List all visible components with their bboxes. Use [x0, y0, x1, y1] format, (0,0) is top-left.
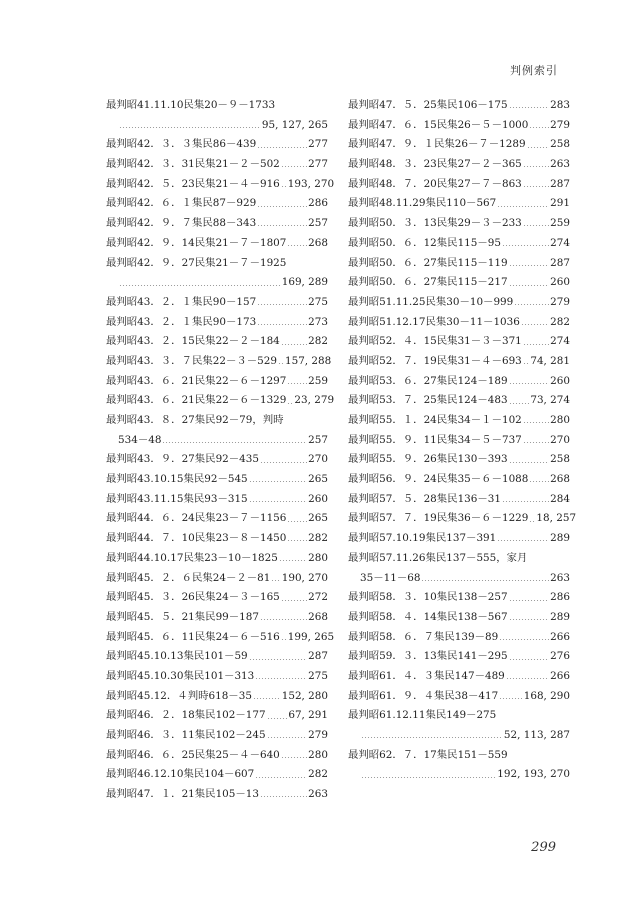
- entry-citation: 最判昭58．４．14集民138－567: [348, 610, 508, 623]
- entry-citation: 534－48: [118, 433, 162, 446]
- index-entry: [348, 175, 570, 195]
- entry-pages: 268: [308, 610, 328, 623]
- entry-pages: 52, 113, 287: [503, 729, 570, 741]
- entry-citation: 最判昭53．６．27集民124－189: [348, 374, 508, 387]
- entry-citation: 最判昭55．９．26集民130－393: [348, 453, 508, 466]
- entry-citation: 最判昭52．７．19民集31－４－693: [348, 354, 522, 367]
- index-entry: [106, 234, 328, 254]
- dot-leader: [281, 186, 287, 187]
- entry-pages: 286: [550, 591, 570, 604]
- entry-pages: 260: [550, 374, 570, 387]
- dot-leader: [253, 698, 281, 699]
- dot-leader: [497, 540, 549, 541]
- dot-leader: [278, 363, 284, 364]
- entry-pages: 286: [308, 197, 328, 210]
- entry-pages: 18, 257: [536, 512, 577, 525]
- entry-citation: 最判昭61.12.11集民149－275: [348, 709, 497, 722]
- entry-citation: 最判昭57.10.19集民137－391: [348, 532, 497, 545]
- entry-citation: 最判昭59．３．13集民141－295: [348, 650, 508, 663]
- entry-citation: 最判昭43．６．21民集22－６－1297: [106, 374, 287, 387]
- dot-leader: [257, 225, 307, 226]
- entry-citation: 最判昭51.11.25民集30－10－999: [348, 295, 514, 308]
- entry-citation: 最判昭42．３．31民集21－２－502: [106, 158, 280, 171]
- entry-citation: 最判昭58．３．10集民138－257: [348, 591, 508, 604]
- index-entry: [348, 293, 570, 313]
- dot-leader: [529, 481, 549, 482]
- entry-pages: 276: [550, 650, 570, 663]
- entry-citation: 最判昭50．６．27集民115－217: [348, 276, 508, 289]
- index-entry: [106, 293, 328, 313]
- entry-pages: 282: [308, 532, 328, 545]
- index-entry: [106, 470, 328, 490]
- entry-citation: 最判昭42．３．３集民86－439: [106, 138, 257, 151]
- dot-leader: [287, 383, 307, 384]
- index-entry: [348, 490, 570, 510]
- entry-citation: 最判昭50．３．13民集29－３－233: [348, 217, 522, 230]
- dot-leader: [267, 718, 288, 719]
- entry-citation: 最判昭57.11.26集民137－555，家月: [348, 551, 528, 564]
- index-entry: [106, 194, 328, 214]
- entry-citation: 最判昭48.11.29集民110－567: [348, 197, 497, 210]
- running-head: 判例索引: [510, 64, 558, 77]
- index-column-right: [348, 96, 577, 785]
- entry-pages: 270: [308, 453, 328, 466]
- entry-pages: 277: [308, 138, 328, 151]
- index-entry: [106, 332, 328, 352]
- entry-citation: 最判昭55．１．24民集34－１－102: [348, 414, 522, 426]
- index-entry: [348, 647, 570, 667]
- index-entry: [106, 746, 328, 766]
- index-entry: [348, 135, 570, 155]
- entry-pages: 73, 274: [530, 394, 570, 407]
- entry-citation: 最判昭45.10.13集民101－59: [106, 650, 248, 663]
- entry-citation: 最判昭48．３．23民集27－２－365: [348, 158, 522, 171]
- index-entry: [106, 628, 335, 648]
- index-entry: [348, 470, 570, 490]
- entry-citation: 最判昭47．１．21集民105－13: [106, 788, 260, 801]
- dot-leader: [287, 403, 293, 404]
- entry-pages: 169, 289: [281, 276, 328, 289]
- index-entry: [348, 214, 570, 234]
- entry-pages: 258: [550, 138, 570, 151]
- entry-pages: 287: [308, 650, 328, 663]
- index-entry: [106, 313, 328, 333]
- entry-citation: 最判昭43.10.15集民92－545: [106, 473, 248, 486]
- entry-pages: 275: [308, 295, 328, 308]
- dot-leader: [523, 186, 549, 187]
- index-entry: [348, 706, 570, 726]
- index-entry: [106, 135, 328, 155]
- index-entry: [106, 273, 328, 293]
- entry-citation: 最判昭43．９．27集民92－435: [106, 453, 260, 466]
- index-entry: [106, 529, 328, 549]
- dot-leader: [162, 442, 307, 443]
- index-entry: [348, 628, 570, 648]
- entry-pages: 259: [308, 374, 328, 387]
- entry-citation: 最判昭47．５．25集民106－175: [348, 99, 508, 111]
- entry-citation: 最判昭50．６．12集民115－95: [348, 236, 502, 249]
- dot-leader: [281, 600, 307, 601]
- index-entry: [106, 608, 328, 628]
- entry-pages: 275: [308, 669, 328, 682]
- entry-citation: 最判昭43.11.15集民93－315: [106, 492, 248, 505]
- entry-pages: 289: [550, 610, 570, 623]
- entry-pages: 274: [550, 236, 570, 249]
- dot-leader: [119, 285, 281, 286]
- entry-citation: 最判昭44.10.17民集23－10－1825: [106, 551, 278, 564]
- index-entry: [348, 313, 570, 333]
- entry-pages: 95, 127, 265: [261, 118, 328, 131]
- entry-citation: 最判昭46．２．18集民102－177: [106, 709, 266, 722]
- index-entry: [106, 490, 328, 510]
- dot-leader: [514, 304, 549, 305]
- entry-citation: 最判昭62．７．17集民151－559: [348, 748, 508, 761]
- entry-pages: 268: [550, 473, 570, 486]
- entry-citation: 最判昭43．８．27集民92－79，判時: [106, 414, 284, 426]
- dot-leader: [502, 501, 549, 502]
- entry-citation: 最判昭47．６．15民集26－５－1000: [348, 118, 529, 131]
- entry-citation: 最判昭42．６．１集民87－929: [106, 197, 257, 210]
- dot-leader: [523, 363, 530, 364]
- index-entry: [348, 332, 570, 352]
- entry-citation: 最判昭48．７．20民集27－７－863: [348, 177, 522, 190]
- entry-citation: 最判昭42．５．23民集21－４－916: [106, 177, 280, 190]
- dot-leader: [260, 619, 307, 620]
- entry-pages: 280: [308, 748, 328, 761]
- index-entry: [348, 529, 570, 549]
- entry-pages: 266: [550, 669, 570, 682]
- index-entry: [348, 273, 570, 293]
- entry-citation: 最判昭44．７．10民集23－８－1450: [106, 532, 287, 545]
- entry-citation: 最判昭43．２．15民集22－２－184: [106, 335, 280, 348]
- entry-pages: 279: [550, 118, 570, 131]
- entry-pages: 265: [308, 512, 328, 525]
- entry-pages: 272: [308, 591, 328, 604]
- index-entry: [348, 746, 570, 766]
- entry-citation: 最判昭61．９．４集民38－417: [348, 689, 499, 702]
- entry-citation: 最判昭43．３．７民集22－３－529: [106, 354, 277, 367]
- dot-leader: [529, 127, 549, 128]
- entry-citation: 最判昭52．４．15民集31－３－371: [348, 335, 522, 348]
- entry-pages: 291: [550, 197, 570, 210]
- dot-leader: [257, 304, 307, 305]
- entry-citation: 最判昭45．２．６民集24－２－81: [106, 571, 271, 584]
- dot-leader: [509, 403, 530, 404]
- entry-pages: 168, 290: [523, 689, 570, 702]
- entry-citation: 最判昭58．６．７集民139－89: [348, 630, 499, 643]
- entry-pages: 199, 265: [287, 630, 335, 643]
- dot-leader: [502, 245, 549, 246]
- entry-pages: 259: [550, 217, 570, 230]
- entry-pages: 287: [550, 256, 570, 269]
- dot-leader: [281, 639, 287, 640]
- index-entry: [106, 411, 328, 431]
- dot-leader: [523, 422, 549, 423]
- dot-leader: [279, 560, 307, 561]
- index-entry: [106, 352, 332, 372]
- entry-citation: 最判昭45．５．21集民99－187: [106, 610, 260, 623]
- index-entry: [348, 509, 577, 529]
- entry-pages: 273: [308, 315, 328, 328]
- dot-leader: [260, 462, 307, 463]
- index-entry: [106, 667, 328, 687]
- dot-leader: [249, 481, 307, 482]
- dot-leader: [257, 324, 307, 325]
- index-entry: [348, 549, 570, 569]
- dot-leader: [281, 344, 307, 345]
- dot-leader: [509, 265, 550, 266]
- entry-citation: 最判昭53．７．25集民124－483: [348, 394, 508, 407]
- index-entry: [348, 450, 570, 470]
- entry-pages: 263: [550, 571, 570, 584]
- index-entry: [348, 116, 570, 136]
- entry-citation: 最判昭46．３．11集民102－245: [106, 729, 266, 741]
- entry-citation: 最判昭57．７．19民集36－６－1229: [348, 512, 529, 525]
- index-entry: [106, 785, 328, 805]
- index-entry: [106, 549, 328, 569]
- entry-pages: 257: [308, 217, 328, 230]
- entry-pages: 152, 280: [281, 689, 328, 702]
- dot-leader: [499, 698, 523, 699]
- entry-citation: 最判昭46．６．25民集25－４－640: [106, 748, 280, 761]
- entry-pages: 287: [550, 177, 570, 190]
- index-entry: [106, 647, 328, 667]
- index-entry: [106, 254, 328, 274]
- dot-leader: [523, 225, 549, 226]
- dot-leader: [523, 344, 549, 345]
- entry-pages: 268: [308, 236, 328, 249]
- entry-citation: 最判昭61．４．３集民147－489: [348, 669, 505, 682]
- index-entry: [106, 372, 328, 392]
- entry-pages: 280: [550, 414, 570, 426]
- dot-leader: [361, 737, 503, 738]
- index-entry: [106, 155, 328, 175]
- entry-citation: 最判昭57．５．28集民136－31: [348, 492, 502, 505]
- dot-leader: [499, 639, 549, 640]
- dot-leader: [260, 796, 307, 797]
- index-entry: [348, 254, 570, 274]
- entry-pages: 284: [550, 492, 570, 505]
- entry-pages: 260: [550, 276, 570, 289]
- dot-leader: [527, 147, 550, 148]
- index-entry: [348, 96, 570, 116]
- dot-leader: [281, 757, 307, 758]
- entry-citation: 最判昭56．９．24民集35－６－1088: [348, 473, 529, 486]
- dot-leader: [521, 324, 549, 325]
- entry-pages: 277: [308, 158, 328, 171]
- index-entry: [106, 726, 328, 746]
- entry-citation: 最判昭51.12.17民集30－11－1036: [348, 315, 520, 328]
- dot-leader: [249, 659, 307, 660]
- index-entry: [348, 391, 570, 411]
- dot-leader: [509, 285, 550, 286]
- entry-citation: 最判昭42．９．27民集21－７－1925: [106, 256, 287, 269]
- entry-citation: 35－11－68: [360, 571, 421, 584]
- index-entry: [348, 687, 570, 707]
- index-entry: [348, 588, 570, 608]
- entry-pages: 270: [550, 433, 570, 446]
- entry-citation: 最判昭42．９．14民集21－７－1807: [106, 236, 287, 249]
- index-entry: [106, 509, 328, 529]
- dot-leader: [509, 619, 550, 620]
- dot-leader: [509, 600, 550, 601]
- index-entry: [106, 96, 328, 116]
- index-entry: [348, 234, 570, 254]
- index-entry: [106, 116, 328, 136]
- entry-citation: 最判昭41.11.10民集20－９－1733: [106, 99, 276, 111]
- index-entry: [348, 667, 570, 687]
- index-entry: [348, 726, 570, 746]
- entry-pages: 23, 279: [294, 394, 335, 407]
- index-entry: [106, 765, 328, 785]
- entry-pages: 266: [550, 630, 570, 643]
- entry-pages: 279: [550, 295, 570, 308]
- entry-citation: 最判昭44．６．24民集23－７－1156: [106, 512, 287, 525]
- dot-leader: [257, 206, 307, 207]
- dot-leader: [119, 127, 261, 128]
- dot-leader: [509, 383, 550, 384]
- entry-pages: 258: [550, 453, 570, 466]
- dot-leader: [287, 245, 307, 246]
- entry-pages: 265: [308, 473, 328, 486]
- index-entry: [106, 588, 328, 608]
- index-entry: [348, 431, 570, 451]
- dot-leader: [509, 659, 550, 660]
- dot-leader: [257, 147, 307, 148]
- entry-pages: 263: [550, 158, 570, 171]
- entry-pages: 257: [308, 433, 328, 446]
- entry-pages: 283: [550, 99, 570, 111]
- index-entry: [106, 175, 335, 195]
- index-entry: [348, 352, 570, 372]
- index-entry: [348, 194, 570, 214]
- index-entry: [106, 391, 335, 411]
- index-entry: [348, 155, 570, 175]
- entry-pages: 193, 270: [287, 177, 335, 190]
- dot-leader: [523, 442, 549, 443]
- entry-pages: 282: [550, 315, 570, 328]
- page-number: 299: [531, 840, 556, 855]
- entry-citation: 最判昭46.12.10集民104－607: [106, 768, 255, 781]
- entry-pages: 260: [308, 492, 328, 505]
- dot-leader: [267, 737, 308, 738]
- dot-leader: [255, 777, 307, 778]
- entry-citation: 最判昭45．３．26民集24－３－165: [106, 591, 280, 604]
- dot-leader: [509, 462, 550, 463]
- index-entry: [106, 450, 328, 470]
- index-entry: [106, 431, 328, 451]
- entry-citation: 最判昭43．６．21民集22－６－1329: [106, 394, 287, 407]
- index-entry: [348, 411, 570, 431]
- index-entry: [106, 687, 328, 707]
- entry-citation: 最判昭43．２．１集民90－157: [106, 295, 257, 308]
- entry-pages: 279: [308, 729, 328, 741]
- entry-citation: 最判昭42．９．７集民88－343: [106, 217, 257, 230]
- entry-pages: 289: [550, 532, 570, 545]
- entry-pages: 192, 193, 270: [497, 768, 570, 781]
- index-column-left: [106, 96, 335, 805]
- index-entry: [106, 214, 328, 234]
- dot-leader: [287, 540, 307, 541]
- entry-citation: 最判昭45．６．11民集24－６－516: [106, 630, 280, 643]
- index-entry: [348, 569, 570, 589]
- entry-pages: 67, 291: [288, 709, 328, 722]
- index-entry: [106, 706, 328, 726]
- entry-citation: 最判昭50．６．27集民115－119: [348, 256, 508, 269]
- entry-pages: 280: [308, 551, 328, 564]
- dot-leader: [287, 521, 307, 522]
- entry-pages: 274: [550, 335, 570, 348]
- index-entry: [348, 372, 570, 392]
- entry-pages: 282: [308, 335, 328, 348]
- entry-citation: 最判昭47．９．１民集26－７－1289: [348, 138, 526, 151]
- dot-leader: [497, 206, 549, 207]
- dot-leader: [523, 166, 549, 167]
- entry-citation: 最判昭45.12．４判時618－35: [106, 689, 252, 702]
- entry-pages: 74, 281: [530, 354, 570, 367]
- dot-leader: [506, 678, 549, 679]
- index-entry: [348, 765, 570, 785]
- dot-leader: [421, 580, 549, 581]
- index-entry: [348, 608, 570, 628]
- entry-pages: 190, 270: [281, 571, 328, 584]
- dot-leader: [249, 501, 307, 502]
- entry-pages: 282: [308, 768, 328, 781]
- index-entry: [106, 569, 328, 589]
- entry-pages: 157, 288: [284, 354, 332, 367]
- entry-citation: 最判昭43．２．１集民90－173: [106, 315, 257, 328]
- dot-leader: [529, 521, 535, 522]
- entry-citation: 最判昭55．９．11民集34－５－737: [348, 433, 522, 446]
- dot-leader: [361, 777, 496, 778]
- dot-leader: [509, 107, 550, 108]
- dot-leader: [281, 166, 307, 167]
- entry-pages: 263: [308, 788, 328, 801]
- dot-leader: [255, 678, 307, 679]
- entry-citation: 最判昭45.10.30集民101－313: [106, 669, 255, 682]
- dot-leader: [271, 580, 280, 581]
